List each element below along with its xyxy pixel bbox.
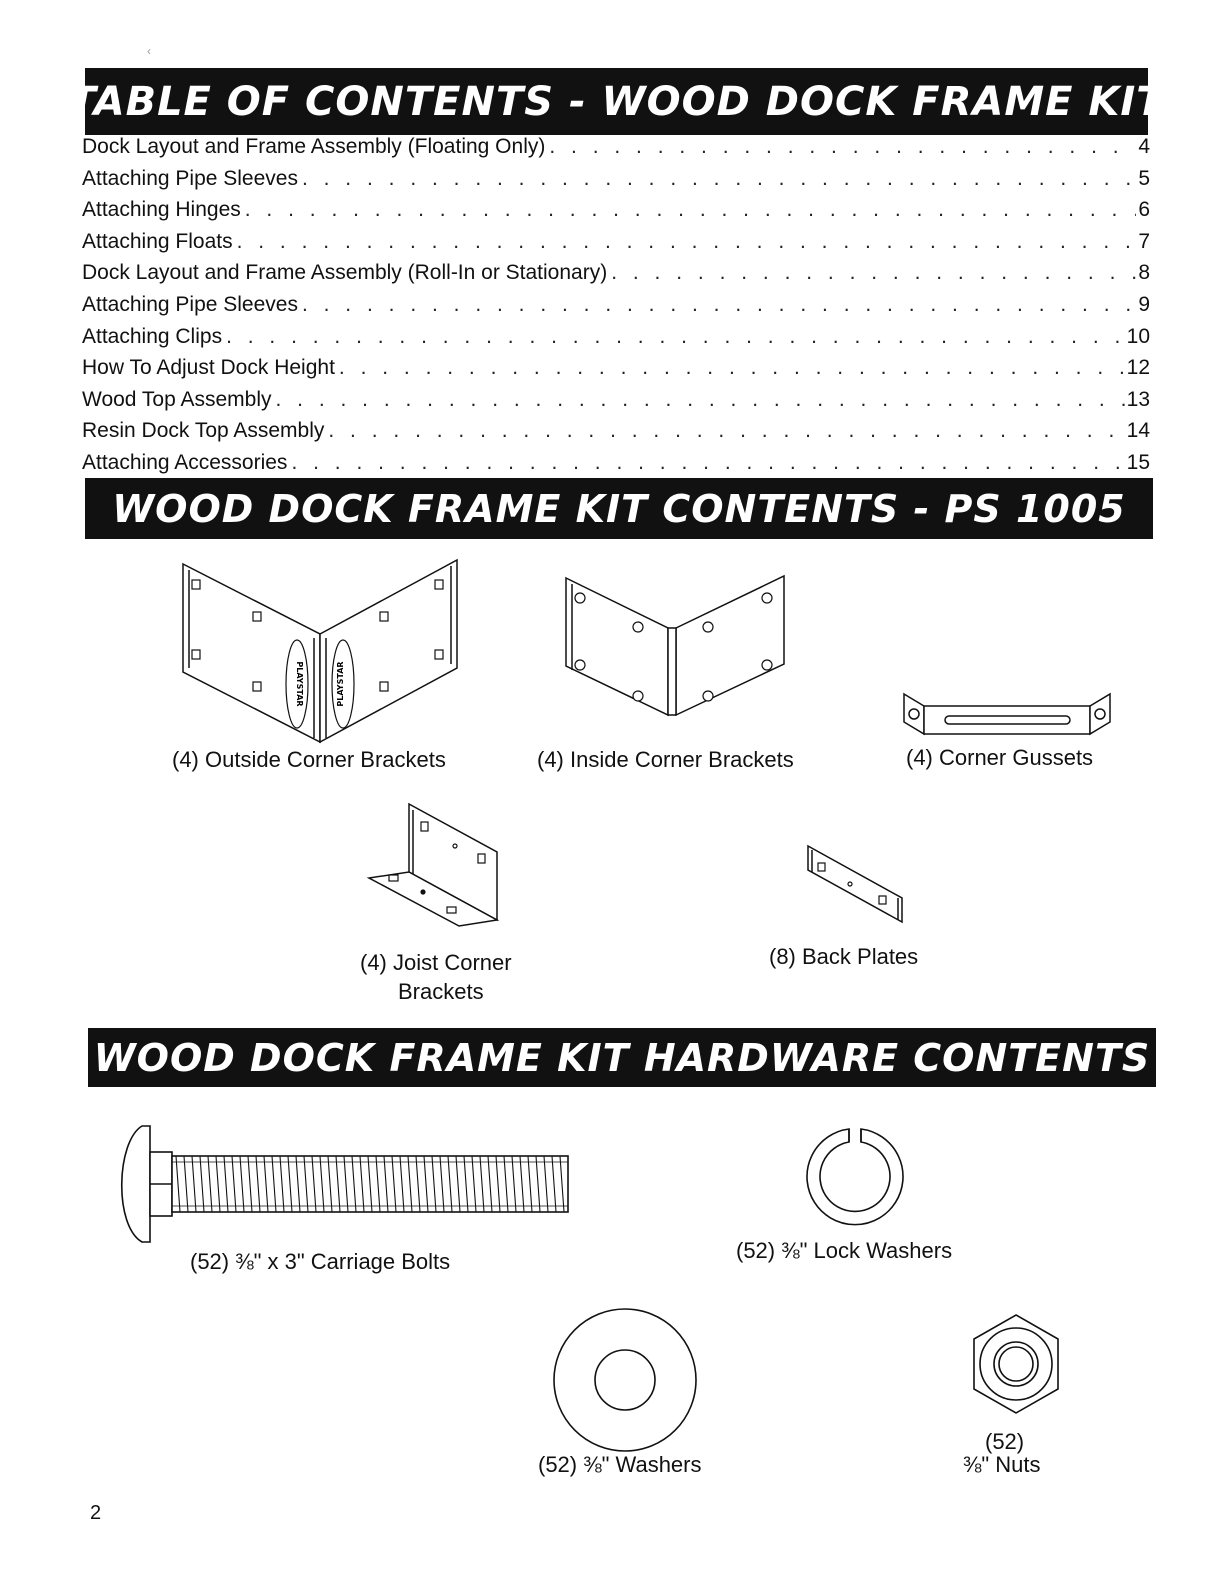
toc-entry-page: 9 [1138,292,1150,316]
toc-leader-dots [302,167,1136,191]
toc-entry-page: 13 [1126,387,1150,411]
toc-leader-dots [291,451,1124,475]
hardware-contents-heading: WOOD DOCK FRAME KIT HARDWARE CONTENTS [88,1028,1156,1087]
toc-entry-title: Attaching Hinges [82,198,241,222]
toc-entry-title: Attaching Pipe Sleeves [82,166,298,190]
toc-leader-dots [611,261,1136,285]
lock-washer-illustration [800,1122,910,1232]
back-plates-caption: (8) Back Plates [769,944,919,969]
toc-entry-page: 15 [1126,450,1150,474]
toc-entry-title: How To Adjust Dock Height [82,356,335,380]
toc-entry-title: Dock Layout and Frame Assembly (Roll-In or Stationary) [82,261,608,285]
corner-gussets-caption: (4) Corner Gussets [906,745,1094,770]
toc-entry-title: Wood Top Assembly [82,387,272,411]
inside-corner-caption: (4) Inside Corner Brackets [537,747,794,772]
toc-leader-dots [237,230,1137,254]
carriage-bolts-caption: (52) ⅜" x 3" Carriage Bolts [190,1249,451,1274]
scan-mark: ‹ [147,44,151,58]
toc-entry-title: Attaching Pipe Sleeves [82,292,298,316]
inside-corner-bracket-illustration [560,570,790,720]
joist-corner-caption-line1: (4) Joist Corner [360,950,512,975]
toc-entry-page: 10 [1126,324,1150,348]
back-plate-illustration [804,842,909,927]
lock-washers-caption: (52) ⅜" Lock Washers [736,1238,953,1263]
toc-leader-dots [339,356,1125,380]
washers-caption: (52) ⅜" Washers [538,1452,702,1477]
toc-entry [82,325,1150,357]
toc-entry-page: 5 [1138,166,1150,190]
toc-leader-dots [302,293,1136,317]
nuts-caption-line2: ⅜" Nuts [963,1452,1041,1477]
kit-contents-heading: WOOD DOCK FRAME KIT CONTENTS - PS 1005 [85,478,1153,539]
hex-nut-illustration [968,1312,1064,1416]
toc-leader-dots [549,135,1136,159]
toc-entry-title: Dock Layout and Frame Assembly (Floating Only) [82,135,546,158]
joist-corner-caption-line2: Brackets [398,979,484,1004]
toc-entry-page: 8 [1138,261,1150,285]
page-number: 2 [90,1502,102,1524]
nuts-caption-line1: (52) [985,1429,1025,1454]
toc-entry [82,293,1150,325]
toc-entry [82,419,1150,451]
toc-leader-dots [276,388,1125,412]
toc-leader-dots [245,198,1137,222]
toc-entry-title: Attaching Floats [82,229,233,253]
joist-corner-bracket-illustration [365,800,505,930]
toc-entry [82,356,1150,388]
flat-washer-illustration [550,1305,700,1455]
toc-entry [82,261,1150,293]
toc-entry [82,230,1150,262]
toc-entry-page: 7 [1138,229,1150,253]
toc-entry-title: Attaching Accessories [82,450,288,474]
toc-entry [82,167,1150,199]
toc-entry [82,198,1150,230]
toc-entry-title: Resin Dock Top Assembly [82,419,325,443]
toc-entry-page: 4 [1138,135,1150,158]
toc-list [82,135,1150,483]
carriage-bolt-illustration [112,1122,582,1247]
toc-leader-dots [226,325,1125,349]
toc-entry [82,388,1150,420]
outside-corner-caption: (4) Outside Corner Brackets [172,747,446,772]
bracket-stamp-left: PLAYSTAR [295,661,304,707]
toc-heading: TABLE OF CONTENTS - WOOD DOCK FRAME KIT [85,68,1148,135]
bracket-stamp-right: PLAYSTAR [336,661,345,707]
toc-entry-page: 12 [1126,356,1150,380]
toc-entry-title: Attaching Clips [82,324,223,348]
toc-entry [82,135,1150,167]
toc-leader-dots [328,419,1124,443]
toc-entry-page: 14 [1126,419,1150,443]
corner-gusset-illustration [900,688,1115,738]
outside-corner-bracket-illustration [175,552,465,747]
toc-entry-page: 6 [1138,198,1150,222]
